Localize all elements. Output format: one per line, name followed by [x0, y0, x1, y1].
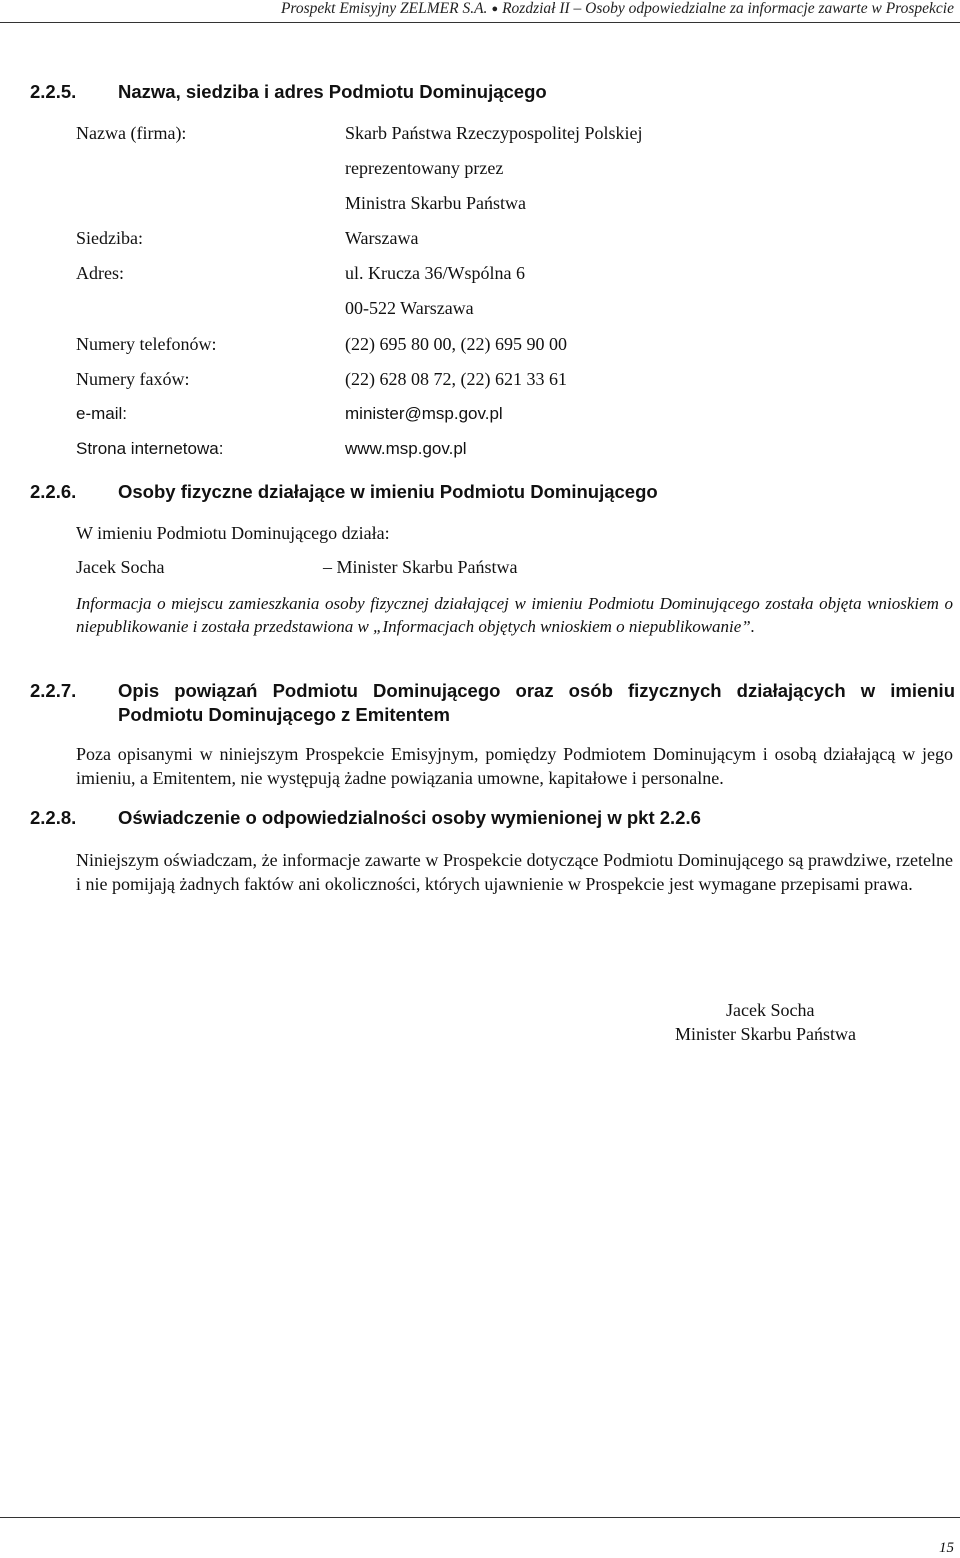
field-value-name: Skarb Państwa Rzeczypospolitej Polskiej — [345, 123, 643, 143]
section-title: Opis powiązań Podmiotu Dominującego oraz osób fizycznych działających w imieniu Podmiotu Dominującego z Emitentem — [118, 680, 955, 725]
field-label-website: Strona internetowa: — [76, 439, 224, 458]
section-number: 2.2.8. — [30, 807, 77, 828]
header-divider — [0, 22, 960, 23]
section-title: Nazwa, siedziba i adres Podmiotu Dominującego — [118, 81, 547, 102]
field-label-phones: Numery telefonów: — [76, 334, 217, 354]
section-title: Oświadczenie o odpowiedzialności osoby wymienionej w pkt 2.2.6 — [118, 807, 701, 828]
section-number: 2.2.5. — [30, 81, 77, 102]
header-chapter-title: Rozdział II – Osoby odpowiedzialne za informacje zawarte w Prospekcie — [502, 0, 954, 17]
field-value-faxes: (22) 628 08 72, (22) 621 33 61 — [345, 369, 567, 389]
section-2-2-6-intro: W imieniu Podmiotu Dominującego działa: — [76, 523, 390, 543]
section-number: 2.2.6. — [30, 481, 77, 502]
header-document-title: Prospekt Emisyjny ZELMER S.A. — [280, 0, 488, 17]
field-label-faxes: Numery faxów: — [76, 369, 190, 389]
field-label-address: Adres: — [76, 263, 124, 283]
field-value-seat: Warszawa — [345, 228, 419, 248]
field-value-phones: (22) 695 80 00, (22) 695 90 00 — [345, 334, 567, 354]
confidentiality-note: Informacja o miejscu zamieszkania osoby fizycznej działającej w imieniu Podmiotu Dominującego została objęta wnioskiem o niepublikowanie i została przedstawiona w „Informacjach objętych wnioskiem o niepublikowanie”. — [76, 594, 953, 636]
person-name: Jacek Socha — [76, 557, 165, 577]
field-value-address-city: 00-522 Warszawa — [345, 298, 474, 318]
running-header — [281, 0, 954, 18]
section-2-2-8-body: Niniejszym oświadczam, że informacje zawarte w Prospekcie dotyczące Podmiotu Dominującego są prawdziwe, rzetelne i nie pomijają żadnych faktów ani okoliczności, których ujawnienie w Prospekcie jest wymagane przepisami prawa. — [76, 850, 953, 894]
footer-divider — [0, 1517, 960, 1518]
field-value-represented: reprezentowany przez — [345, 158, 504, 178]
section-2-2-7-heading — [30, 679, 955, 727]
field-value-minister: Ministra Skarbu Państwa — [345, 193, 526, 213]
signature-name: Jacek Socha — [726, 1000, 815, 1020]
section-number: 2.2.7. — [30, 680, 77, 701]
section-2-2-8-heading — [30, 807, 701, 829]
section-2-2-6-heading — [30, 481, 658, 503]
person-role: – Minister Skarbu Państwa — [323, 557, 518, 577]
section-2-2-5-heading — [30, 81, 547, 103]
field-value-email[interactable]: minister@msp.gov.pl — [345, 404, 503, 423]
signature-title: Minister Skarbu Państwa — [675, 1024, 856, 1044]
section-title: Osoby fizyczne działające w imieniu Podmiotu Dominującego — [118, 481, 658, 502]
field-label-email: e-mail: — [76, 404, 128, 423]
bullet-icon: ● — [491, 3, 499, 15]
section-2-2-7-body: Poza opisanymi w niniejszym Prospekcie Emisyjnym, pomiędzy Podmiotem Dominującym i osobą działającą w jego imieniu, a Emitentem, nie występują żadne powiązania umowne, kapitałowe i personalne. — [76, 744, 953, 788]
field-label-seat: Siedziba: — [76, 228, 143, 248]
page-number: 15 — [939, 1540, 954, 1556]
field-label-name: Nazwa (firma): — [76, 123, 187, 143]
field-value-website[interactable]: www.msp.gov.pl — [345, 439, 467, 458]
field-value-address-street: ul. Krucza 36/Wspólna 6 — [345, 263, 525, 283]
